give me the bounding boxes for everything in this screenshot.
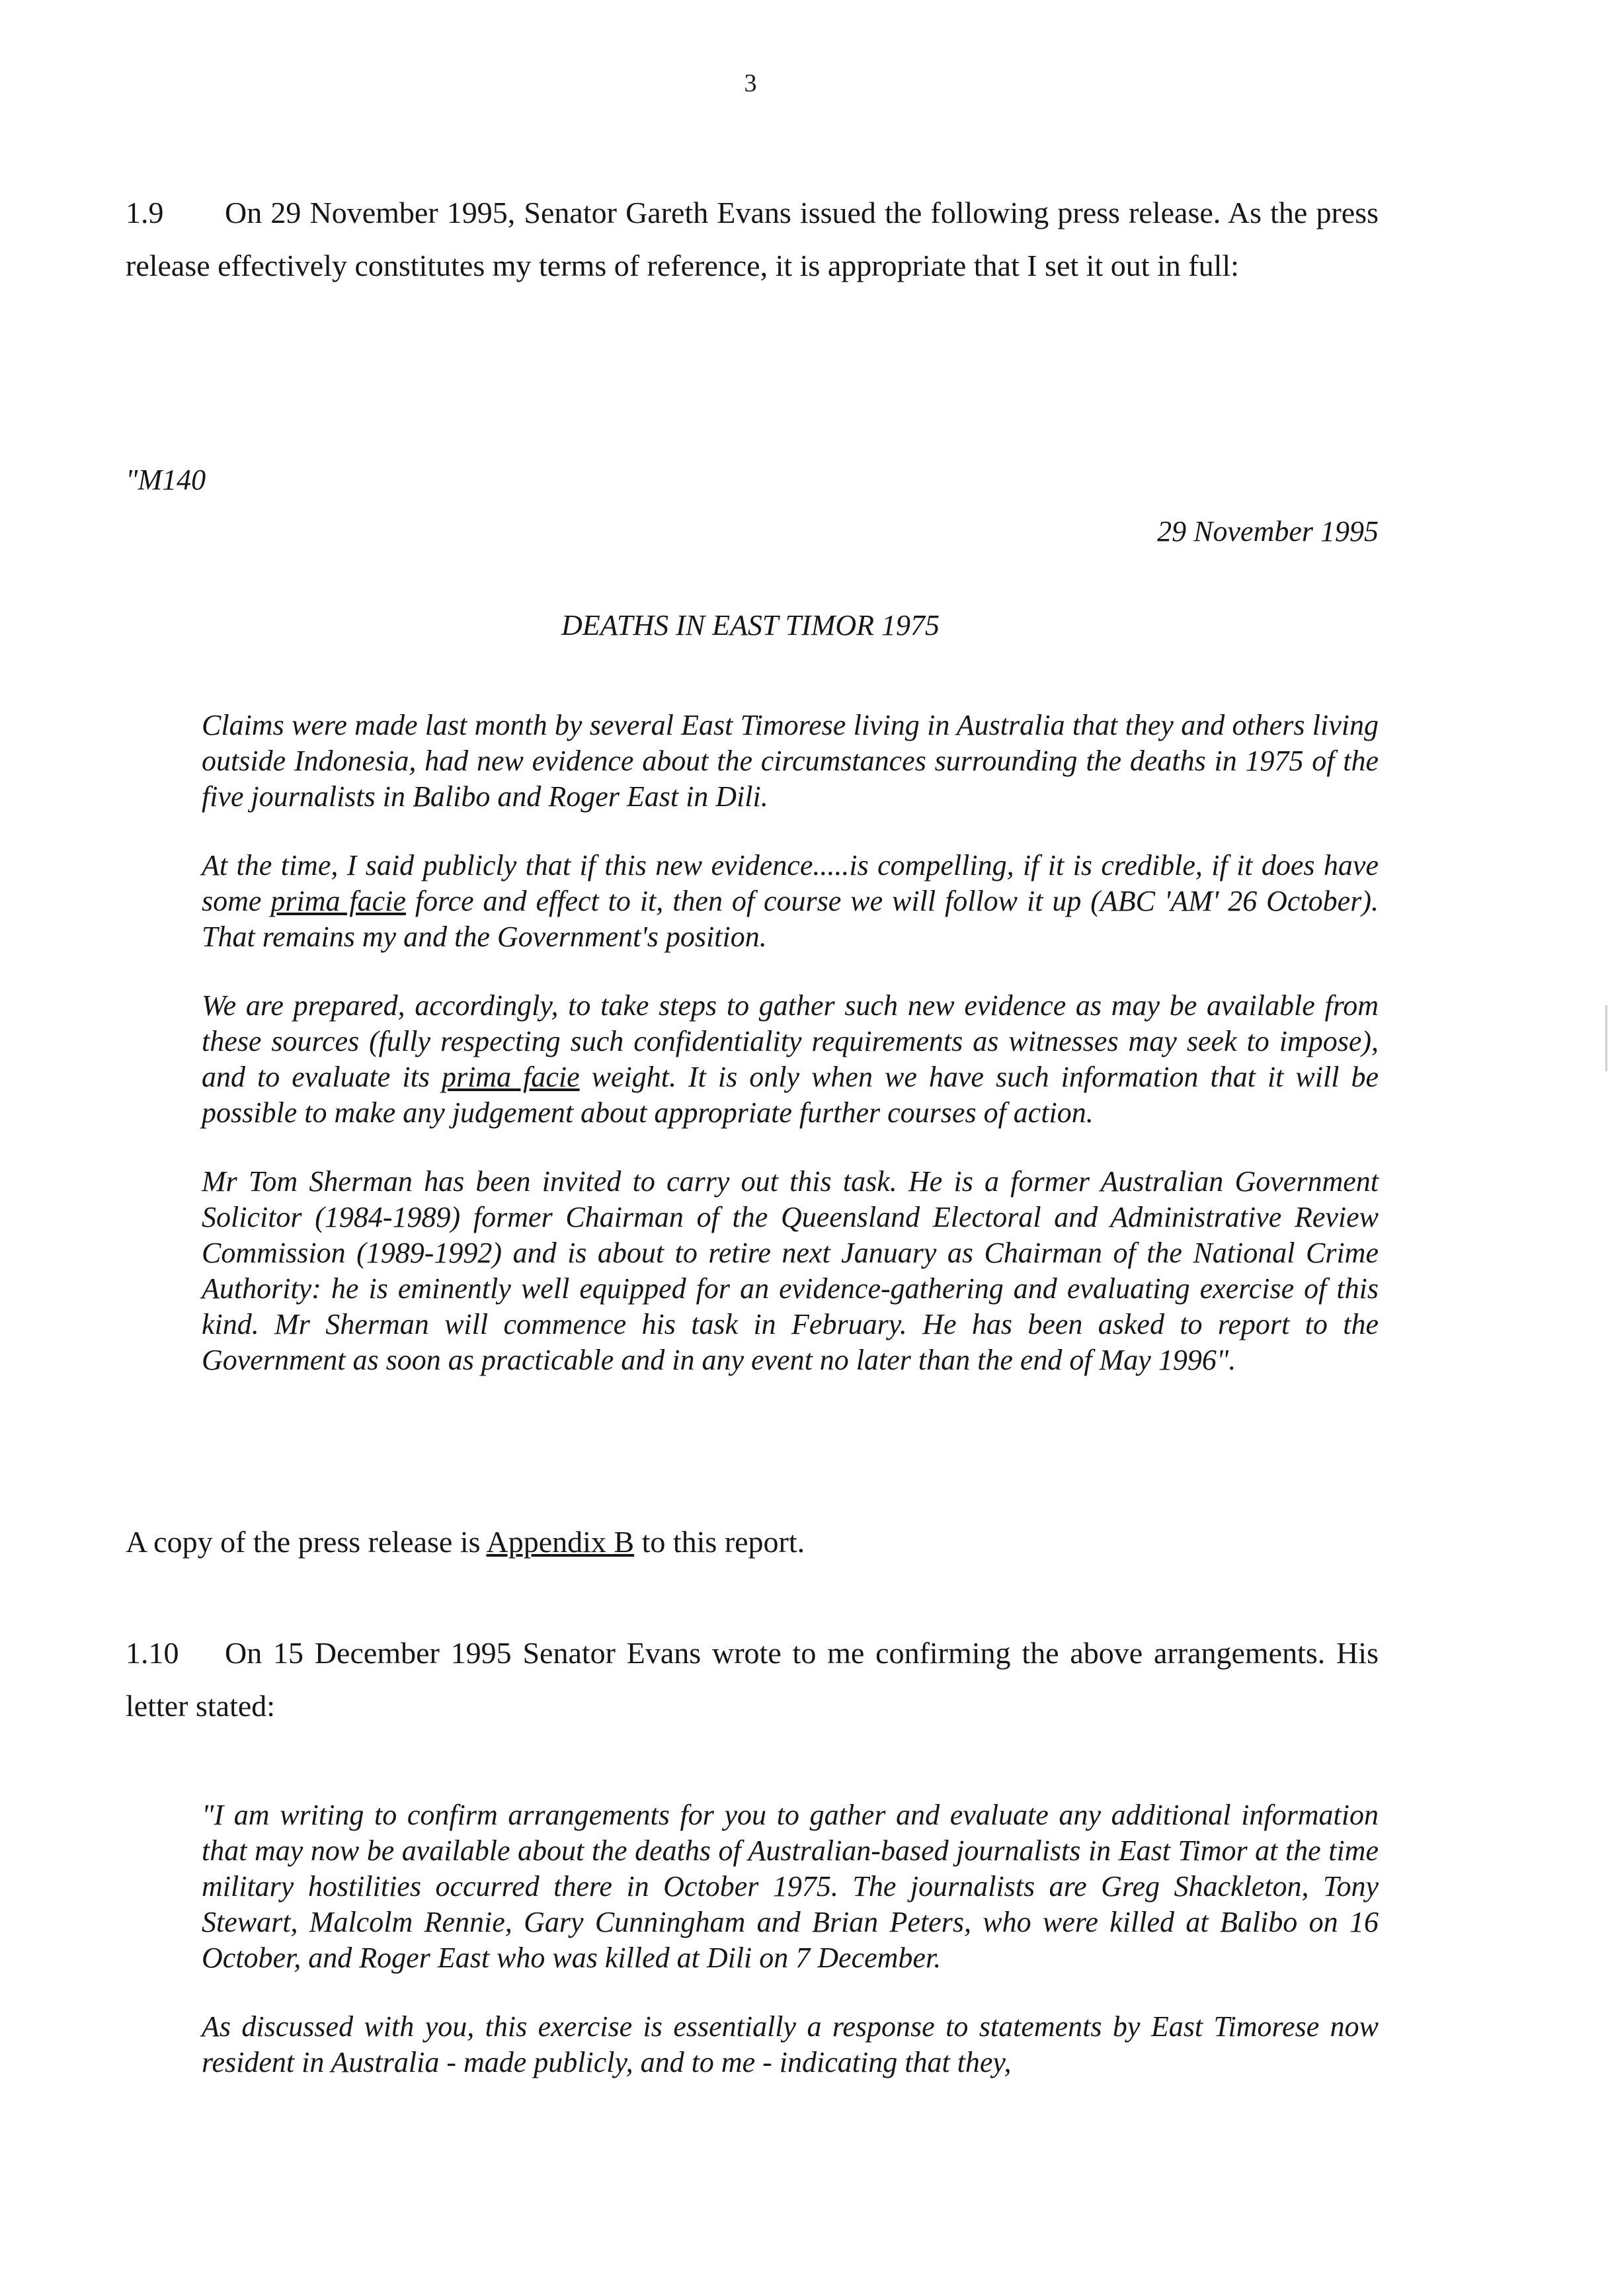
- text-run: We are prepared, accordingly, to take steps to gather such new evidence as may be available from these sources (fully respecting such confidentiality requirements as witnesses may seek to impose), and to evaluate its: [202, 989, 1379, 1093]
- press-release-paragraph: [202, 848, 1379, 955]
- press-release-paragraph: Claims were made last month by several East Timorese living in Australia that they and others living outside Indonesia, had new evidence about the circumstances surrounding the deaths in 1975 of the five journalists in Balibo and Roger East in Dili.: [202, 709, 1379, 813]
- press-release-title: DEATHS IN EAST TIMOR 1975: [561, 609, 940, 641]
- press-release-paragraph: Mr Tom Sherman has been invited to carry out this task. He is a former Australian Government Solicitor (1984-1989) former Chairman of the Queensland Electoral and Administrative Review Commission (1989-1992) and is about to retire next January as Chairman of the National Crime Authority: he is eminently well equipped for an evidence-gathering and evaluating exercise of this kind. Mr Sherman will commence his task in February. He has been asked to report to the Government as soon as practicable and in any event no later than the end of May 1996".: [202, 1165, 1379, 1376]
- paragraph-text: On 15 December 1995 Senator Evans wrote to me confirming the above arrangements. His letter stated:: [126, 1636, 1379, 1723]
- page-number: 3: [744, 69, 757, 97]
- letter-paragraph: As discussed with you, this exercise is essentially a response to statements by East Timorese now resident in Australia - made publicly, and to me - indicating that they,: [202, 2010, 1379, 2078]
- paragraph-number: 1.9: [126, 196, 164, 229]
- text-run: At the time, I said publicly that if this new evidence.....is compelling, if it is credible, if it does have some: [202, 849, 1379, 917]
- paragraph-number: 1.10: [126, 1636, 179, 1670]
- scan-mark: [1605, 1005, 1607, 1071]
- appendix-b-link: Appendix B: [486, 1525, 635, 1559]
- press-release-paragraph: [202, 988, 1379, 1131]
- text-run: force and effect to it, then of course we will follow it up (ABC 'AM' 26 October). That remains my and the Government's position.: [202, 885, 1379, 953]
- letter-quote: [202, 1797, 1379, 2113]
- paragraph-1-10: [126, 1627, 1379, 1733]
- underlined-text: prima facie: [270, 885, 406, 917]
- text-run: to this report.: [634, 1525, 805, 1559]
- letter-paragraph: "I am writing to confirm arrangements for you to gather and evaluate any additional information that may now be available about the deaths of Australian-based journalists in East Timor at the time military hostilities occurred there in October 1975. The journalists are Greg Shackleton, Tony Stewart, Malcolm Rennie, Gary Cunningham and Brian Peters, who were killed at Balibo on 16 October, and Roger East who was killed at Dili on 7 December.: [202, 1799, 1379, 1974]
- press-release-reference: "M140: [126, 464, 206, 496]
- underlined-text: prima facie: [441, 1061, 580, 1093]
- paragraph-1-9: [126, 186, 1379, 292]
- text-run: weight. It is only when we have such information that it will be possible to make any judgement about appropriate further courses of action.: [202, 1061, 1379, 1129]
- appendix-reference: [126, 1516, 1379, 1569]
- paragraph-text: On 29 November 1995, Senator Gareth Evans issued the following press release. As the press release effectively constitutes my terms of reference, it is appropriate that I set it out in full:: [126, 196, 1379, 282]
- press-release-body: [202, 708, 1379, 1411]
- press-release-date: 29 November 1995: [1157, 515, 1379, 548]
- text-run: A copy of the press release is: [126, 1525, 487, 1559]
